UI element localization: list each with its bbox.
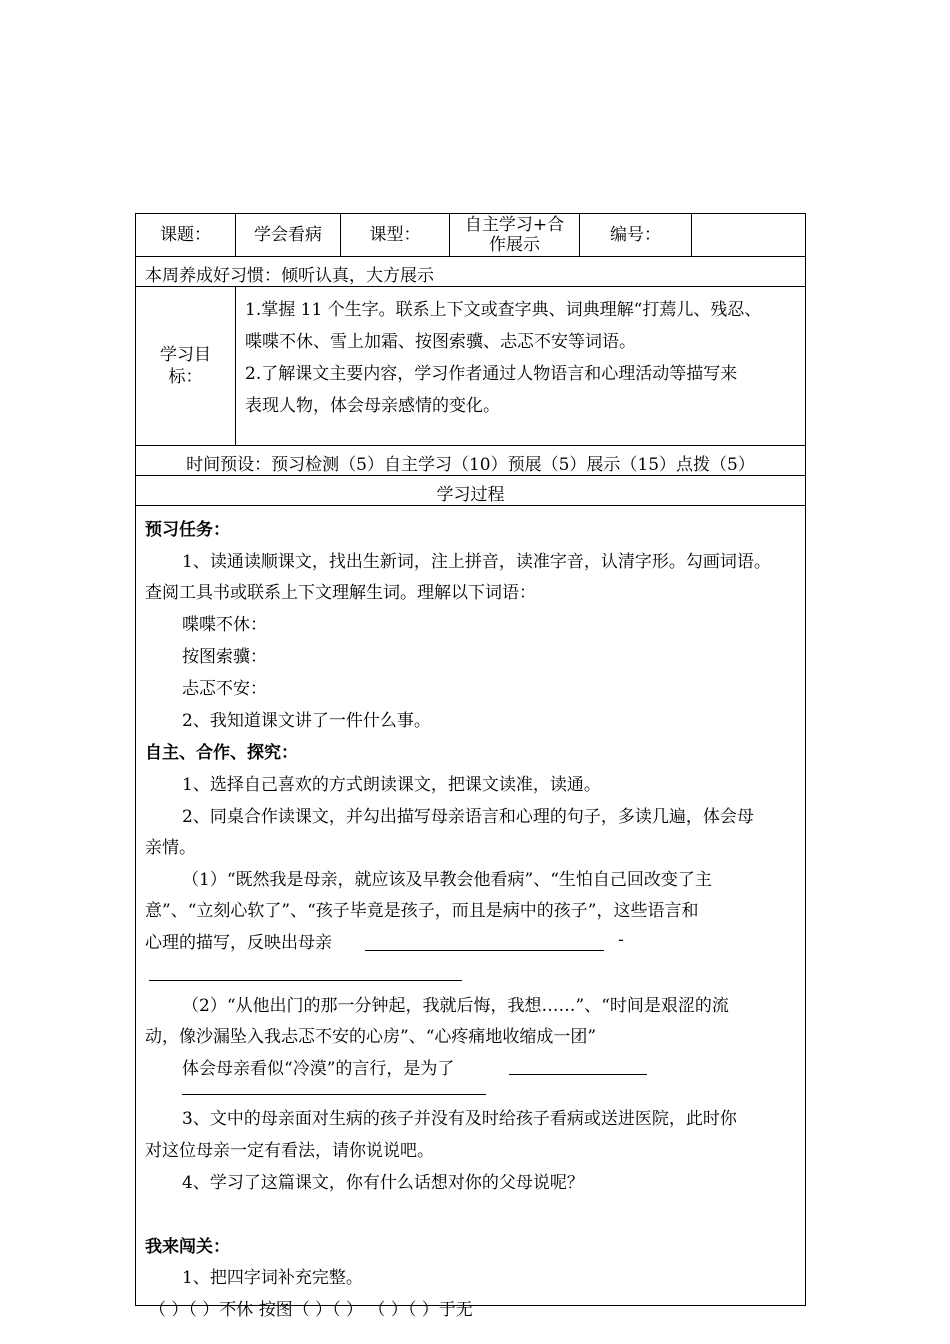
word-item: 按图索骥： bbox=[182, 647, 267, 667]
type-value: 自主学习+合作展示 bbox=[450, 214, 580, 256]
answer-blank[interactable] bbox=[365, 950, 604, 951]
explore-item-3: 3、文中的母亲面对生病的孩子并没有及时给孩子看病或送进医院，此时你 bbox=[182, 1109, 737, 1129]
habit-text: 本周养成好习惯：倾听认真，大方展示 bbox=[145, 266, 434, 286]
lesson-plan-table bbox=[135, 213, 806, 1320]
word-item: 喋喋不休： bbox=[182, 615, 267, 635]
explore-item-4: 4、学习了这篇课文，你有什么话想对你的父母说呢？ bbox=[182, 1173, 584, 1193]
content-area bbox=[136, 506, 805, 1320]
question-2-cont: 动，像沙漏坠入我忐忑不安的心房”、“心疼痛地收缩成一团” bbox=[145, 1027, 597, 1047]
question-2: （2）“从他出门的那一分钟起，我就后悔，我想……”、“时间是艰涩的流 bbox=[182, 996, 729, 1016]
answer-blank[interactable] bbox=[509, 1074, 647, 1075]
goals-line-3: 2.了解课文主要内容，学习作者通过人物语言和心理活动等描写来 bbox=[245, 364, 738, 384]
explore-item-1: 1、选择自己喜欢的方式朗读课文，把课文读准，读通。 bbox=[182, 775, 601, 795]
answer-dash: - bbox=[618, 930, 624, 950]
question-1: （1）“既然我是母亲，就应该及早教会他看病”、“生怕自己回改变了主 bbox=[182, 870, 712, 890]
preview-item-1: 1、读通读顺课文，找出生新词，注上拼音，读准字音，认清字形。勾画词语。 bbox=[182, 552, 771, 572]
answer-blank[interactable] bbox=[182, 1094, 486, 1095]
number-value bbox=[692, 214, 805, 256]
type-label: 课型： bbox=[341, 214, 450, 256]
preview-heading: 预习任务： bbox=[145, 520, 230, 540]
goals-label: 学习目标： bbox=[136, 287, 236, 445]
preview-item-2: 2、我知道课文讲了一件什么事。 bbox=[182, 711, 431, 731]
process-title: 学习过程 bbox=[436, 485, 505, 505]
number-label: 编号： bbox=[580, 214, 692, 256]
goals-line-1: 1.掌握 11 个生字。联系上下文或查字典、词典理解“打蔫儿、残忍、 bbox=[245, 300, 762, 320]
word-item: 忐忑不安： bbox=[182, 679, 267, 699]
preview-item-1-cont: 查阅工具书或联系上下文理解生词。理解以下词语： bbox=[145, 583, 536, 603]
answer-blank[interactable] bbox=[149, 980, 462, 981]
question-1-cont: 意”、“立刻心软了”、“孩子毕竟是孩子，而且是病中的孩子”，这些语言和 bbox=[145, 901, 699, 921]
explore-item-2-cont: 亲情。 bbox=[145, 838, 196, 858]
topic-label: 课题： bbox=[136, 214, 236, 256]
challenge-heading: 我来闯关： bbox=[145, 1237, 230, 1257]
goals-line-4: 表现人物，体会母亲感情的变化。 bbox=[245, 396, 500, 416]
explore-item-3-cont: 对这位母亲一定有看法，请你说说吧。 bbox=[145, 1141, 434, 1161]
header-row bbox=[136, 214, 805, 257]
explore-heading: 自主、合作、探究： bbox=[145, 743, 298, 763]
time-plan-text: 时间预设：预习检测（5）自主学习（10）预展（5）展示（15）点拨（5） bbox=[186, 455, 755, 475]
goals-row bbox=[136, 287, 805, 446]
goals-line-2: 喋喋不休、雪上加霜、按图索骥、忐忑不安等词语。 bbox=[245, 332, 636, 352]
process-title-row bbox=[136, 476, 805, 506]
habit-row bbox=[136, 257, 805, 287]
topic-value: 学会看病 bbox=[236, 214, 341, 256]
time-plan-row bbox=[136, 446, 805, 476]
question-2-prompt: 体会母亲看似“冷漠”的言行，是为了 bbox=[182, 1059, 455, 1079]
explore-item-2: 2、同桌合作读课文，并勾出描写母亲语言和心理的句子，多读几遍，体会母 bbox=[182, 807, 754, 827]
fill-in-blanks: （ ）（ ）不休 按图（ ）（ ） （ ）（ ）于无 bbox=[149, 1300, 473, 1320]
question-1-prompt: 心理的描写，反映出母亲 bbox=[145, 933, 332, 953]
challenge-item-1: 1、把四字词补充完整。 bbox=[182, 1268, 363, 1288]
